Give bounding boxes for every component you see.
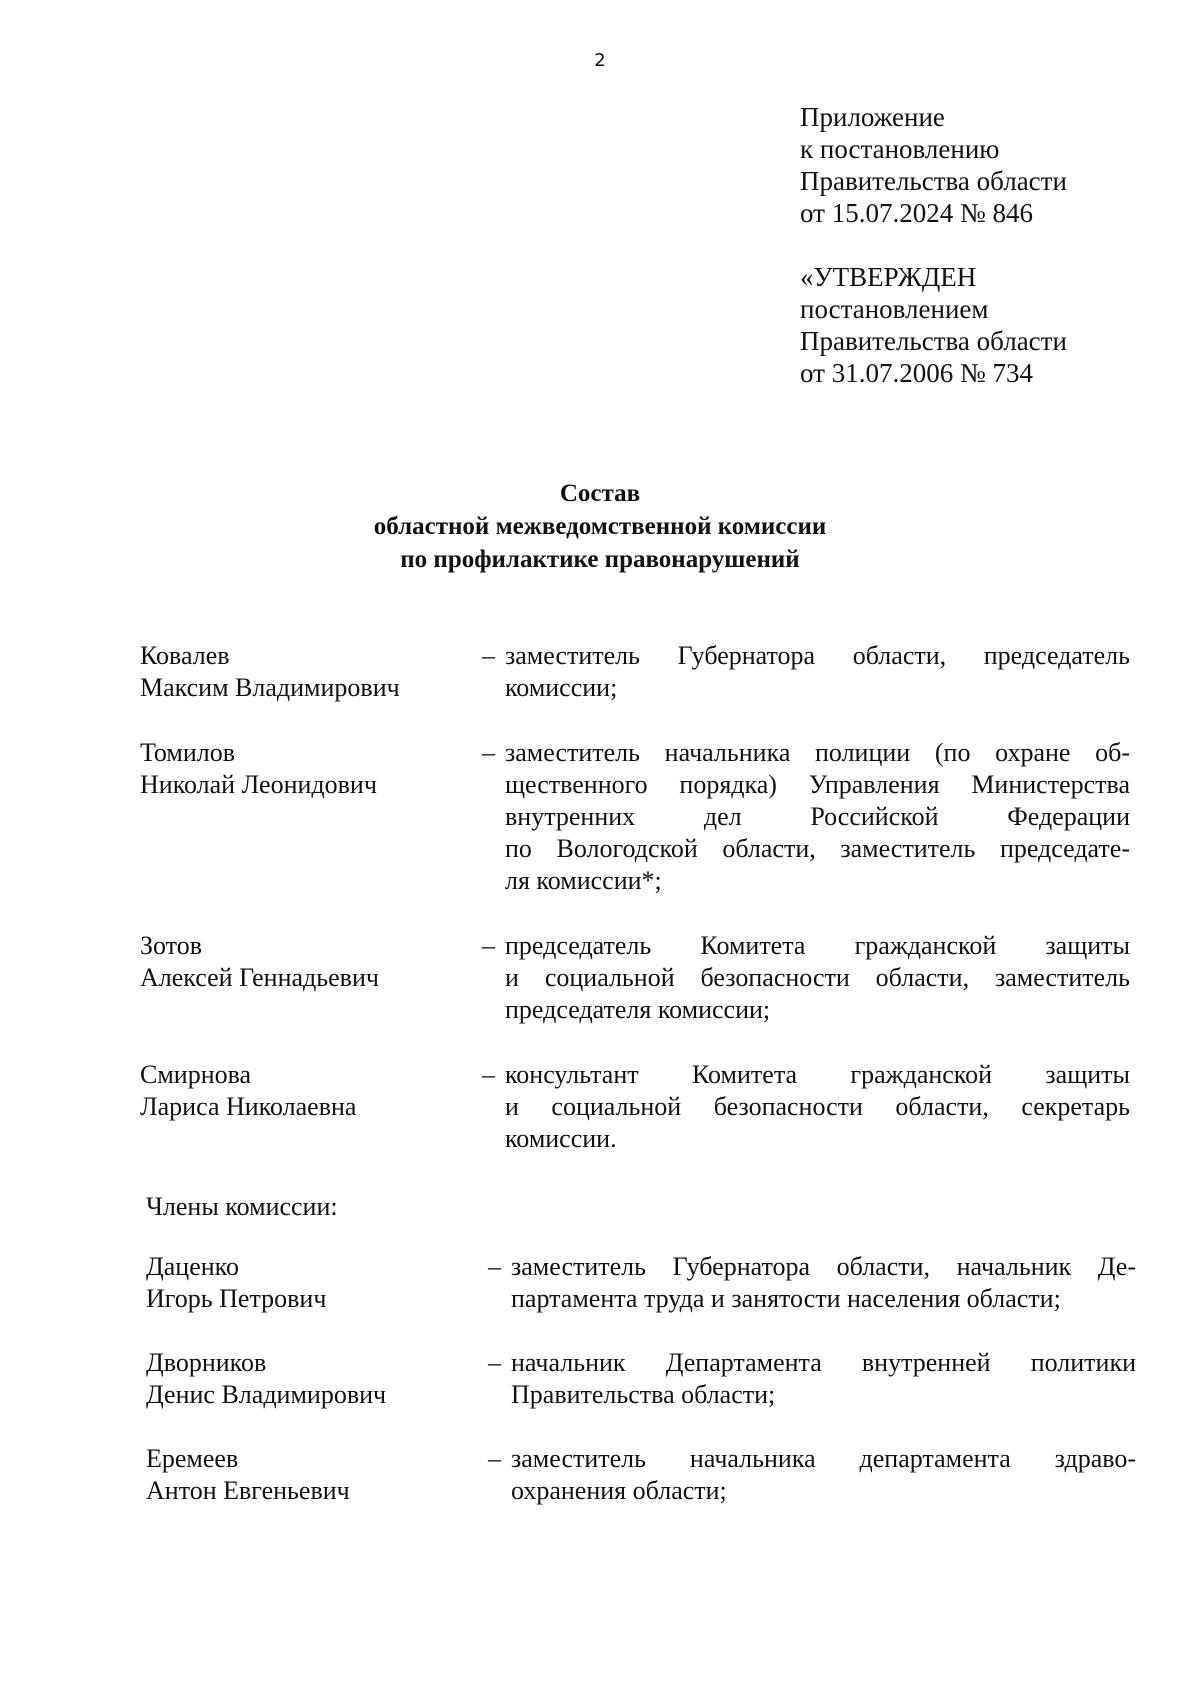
person-role — [505, 737, 1130, 897]
dash: – — [482, 641, 495, 670]
given-names: Денис Владимирович — [146, 1380, 387, 1409]
person-role — [505, 640, 1130, 704]
approved-line: «УТВЕРЖДЕН — [800, 262, 977, 292]
role-line: заместитель Губернатора области, начальник Де- — [511, 1252, 1136, 1281]
appendix-line: Правительства области — [800, 166, 1067, 196]
role-line: и социальной безопасности области, секретарь — [505, 1092, 1130, 1121]
title-line: Состав — [559, 480, 641, 507]
role-line: щественного порядка) Управления Министерства — [505, 770, 1130, 799]
person-name — [146, 1251, 476, 1315]
approved-block — [800, 261, 1067, 389]
person-role — [511, 1251, 1136, 1315]
person-name — [140, 1059, 470, 1123]
surname: Зотов — [140, 931, 202, 960]
role-line: заместитель начальника департамента здраво- — [511, 1444, 1136, 1473]
title-line: по профилактике правонарушений — [400, 546, 800, 573]
given-names: Максим Владимирович — [140, 673, 400, 702]
person-name — [140, 640, 470, 704]
appendix-line: к постановлению — [800, 134, 1000, 164]
role-line: заместитель начальника полиции (по охране об- — [505, 738, 1130, 767]
role-line: председателя комиссии; — [505, 995, 771, 1024]
role-line: внутренних дел Российской Федерации — [505, 802, 1130, 831]
dash: – — [482, 931, 495, 960]
role-line: партамента труда и занятости населения области; — [511, 1284, 1061, 1313]
dash: – — [488, 1444, 501, 1473]
person-name — [140, 737, 470, 801]
surname: Томилов — [140, 738, 236, 767]
page-number: 2 — [594, 50, 606, 71]
given-names: Игорь Петрович — [146, 1284, 327, 1313]
given-names: Лариса Николаевна — [140, 1092, 357, 1121]
person-role — [511, 1347, 1136, 1411]
role-line: и социальной безопасности области, заместитель — [505, 963, 1130, 992]
surname: Даценко — [146, 1252, 239, 1281]
surname: Дворников — [146, 1348, 267, 1377]
person-name — [140, 930, 470, 994]
given-names: Николай Леонидович — [140, 770, 377, 799]
appendix-block — [800, 101, 1067, 229]
person-role — [511, 1443, 1136, 1507]
role-line: Правительства области; — [511, 1380, 776, 1409]
role-line: комиссии; — [505, 673, 618, 702]
dash: – — [488, 1252, 501, 1281]
role-line: охранения области; — [511, 1476, 727, 1505]
surname: Ковалев — [140, 641, 230, 670]
members-heading: Члены комиссии: — [146, 1192, 338, 1221]
appendix-line: Приложение — [800, 102, 945, 132]
role-line: по Вологодской области, заместитель председате- — [505, 834, 1130, 863]
surname: Еремеев — [146, 1444, 239, 1473]
given-names: Антон Евгеньевич — [146, 1476, 350, 1505]
role-line: комиссии. — [505, 1124, 617, 1153]
surname: Смирнова — [140, 1060, 252, 1089]
role-line: заместитель Губернатора области, председатель — [505, 641, 1130, 670]
dash: – — [482, 1060, 495, 1089]
document-title — [0, 477, 1200, 576]
dash: – — [482, 738, 495, 767]
role-line: ля комиссии*; — [505, 866, 662, 895]
role-line: председатель Комитета гражданской защиты — [505, 931, 1130, 960]
role-line: консультант Комитета гражданской защиты — [505, 1060, 1130, 1089]
approved-line: Правительства области — [800, 326, 1067, 356]
person-name — [146, 1347, 476, 1411]
dash: – — [488, 1348, 501, 1377]
approved-line: постановлением — [800, 294, 989, 324]
person-name — [146, 1443, 476, 1507]
title-line: областной межведомственной комиссии — [373, 513, 827, 540]
appendix-date-number: от 15.07.2024 № 846 — [800, 198, 1033, 228]
person-role — [505, 1059, 1130, 1155]
person-role — [505, 930, 1130, 1026]
given-names: Алексей Геннадьевич — [140, 963, 379, 992]
approved-date-number: от 31.07.2006 № 734 — [800, 358, 1033, 388]
role-line: начальник Департамента внутренней политики — [511, 1348, 1136, 1377]
